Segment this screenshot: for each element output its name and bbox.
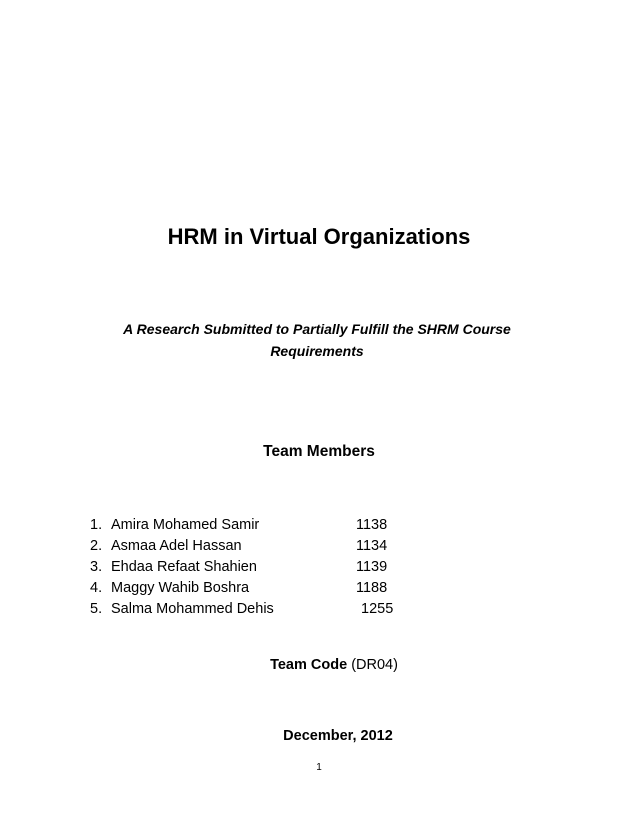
member-name: Ehdaa Refaat Shahien [111, 559, 257, 575]
page-number: 1 [316, 762, 322, 773]
submission-date: December, 2012 [283, 728, 393, 744]
member-number: 4. [90, 580, 103, 596]
team-members-heading: Team Members [263, 443, 375, 460]
document-subtitle: A Research Submitted to Partially Fulfill the SHRM Course Requirements [123, 321, 511, 359]
member-id: 1255 [361, 601, 394, 617]
document-title: HRM in Virtual Organizations [167, 224, 471, 249]
list-item [90, 536, 430, 557]
list-item [90, 578, 430, 599]
list-item [90, 515, 430, 536]
member-number: 5. [90, 601, 103, 617]
member-name: Asmaa Adel Hassan [111, 538, 242, 554]
team-code-label: Team Code [270, 657, 348, 673]
member-id: 1188 [356, 580, 388, 596]
member-name: Salma Mohammed Dehis [111, 601, 274, 617]
member-name: Amira Mohamed Samir [111, 517, 260, 533]
member-id: 1134 [356, 538, 388, 554]
member-number: 1. [90, 517, 103, 533]
member-number: 2. [90, 538, 103, 554]
member-number: 3. [90, 559, 103, 575]
member-id: 1139 [356, 559, 388, 575]
member-name: Maggy Wahib Boshra [111, 580, 250, 596]
team-code [0, 657, 638, 673]
team-members-list [90, 515, 430, 620]
member-id: 1138 [356, 517, 388, 533]
list-item [90, 599, 430, 620]
list-item [90, 557, 430, 578]
team-code-value: (DR04) [351, 657, 398, 673]
